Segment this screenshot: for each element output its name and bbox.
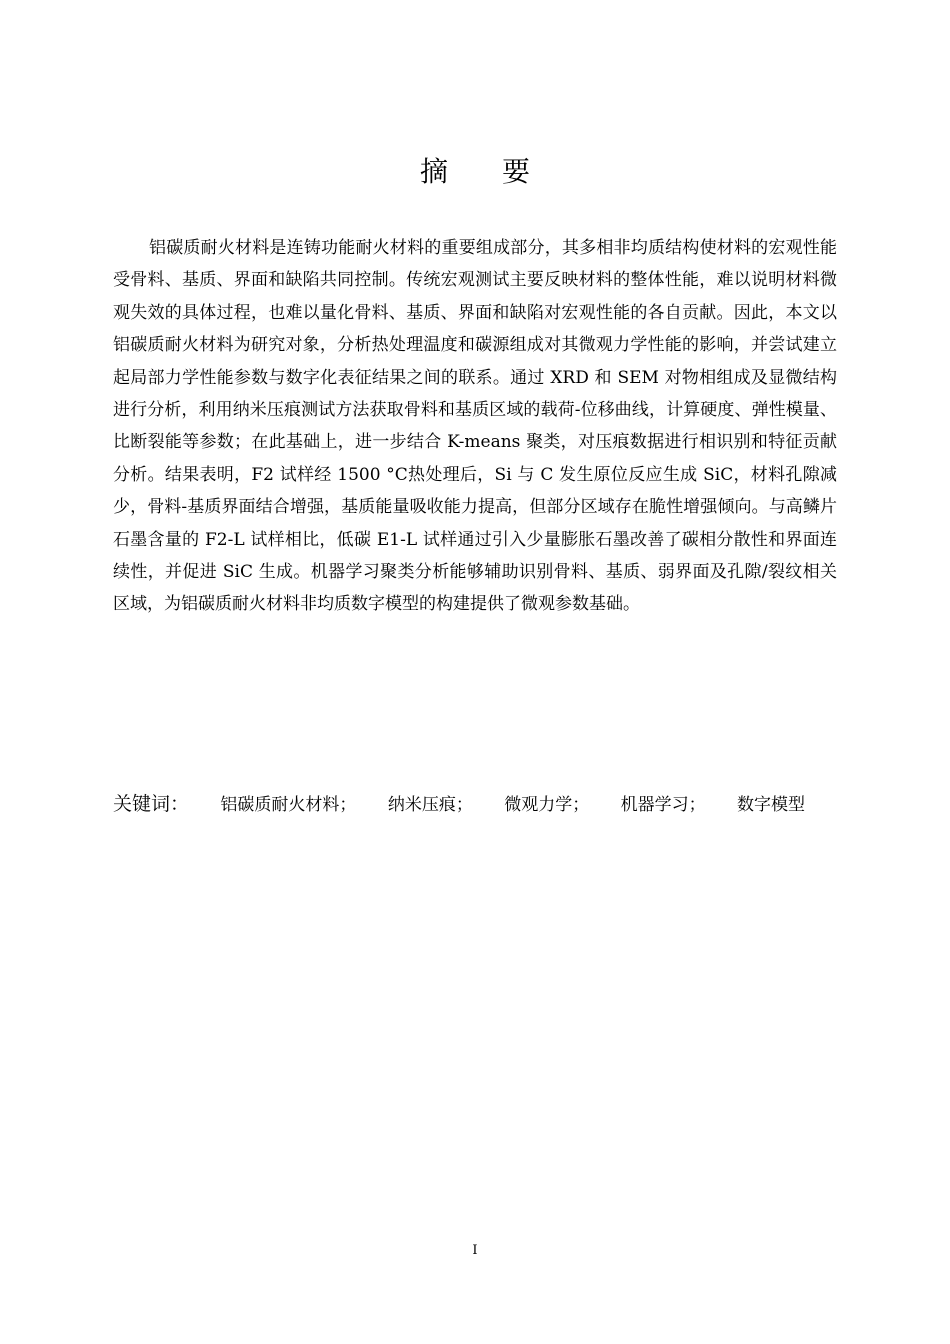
keyword-item: 微观力学； bbox=[504, 795, 590, 815]
abstract-heading-char-2: 要 bbox=[502, 155, 531, 188]
keywords-label: 关键词： bbox=[113, 793, 190, 815]
keyword-item: 数字模型 bbox=[737, 795, 806, 815]
abstract-body: 铝碳质耐火材料是连铸功能耐火材料的重要组成部分，其多相非均质结构使材料的宏观性能受骨料、基质、界面和缺陷共同控制。传统宏观测试主要反映材料的整体性能，难以说明材料微观失效的具体过程，也难以量化骨料、基质、界面和缺陷对宏观性能的各自贡献。因此，本文以铝碳质耐火材料为研究对象，分析热处理温度和碳源组成对其微观力学性能的影响，并尝试建立起局部力学性能参数与数字化表征结果之间的联系。通过 XRD 和 SEM 对物相组成及显微结构进行分析，利用纳米压痕测试方法获取骨料和基质区域的载荷-位移曲线，计算硬度、弹性模量、比断裂能等参数；在此基础上，进一步结合 K-means 聚类，对压痕数据进行相识别和特征贡献分析。结果表明，F2 试样经 1500 °C热处理后，Si 与 C 发生原位反应生成 SiC，材料孔隙减少，骨料-基质界面结合增强，基质能量吸收能力提高，但部分区域存在脆性增强倾向。与高鳞片石墨含量的 F2-L 试样相比，低碳 E1-L 试样通过引入少量膨胀石墨改善了碳相分散性和界面连续性，并促进 SiC 生成。机器学习聚类分析能够辅助识别骨料、基质、弱界面及孔隙/裂纹相关区域，为铝碳质耐火材料非均质数字模型的构建提供了微观参数基础。 bbox=[113, 238, 837, 615]
abstract-heading-char-1: 摘 bbox=[419, 155, 448, 188]
keyword-item: 纳米压痕； bbox=[387, 795, 473, 815]
page-number: I bbox=[472, 1243, 478, 1258]
keyword-item: 铝碳质耐火材料； bbox=[220, 795, 357, 815]
keyword-item: 机器学习； bbox=[620, 795, 706, 815]
keywords-line bbox=[113, 790, 873, 819]
abstract-heading bbox=[0, 150, 950, 190]
